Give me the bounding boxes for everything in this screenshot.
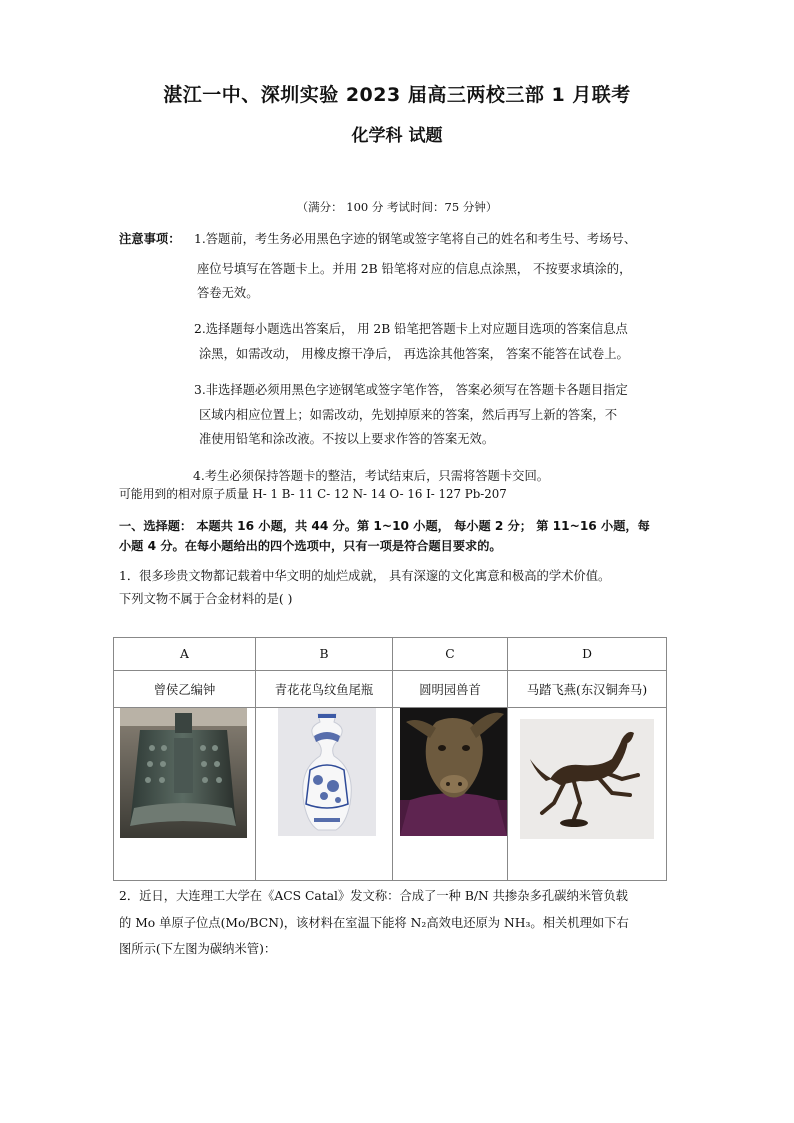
porcelain-vase-image	[278, 708, 376, 836]
option-a-image-cell	[114, 708, 256, 881]
notice-item2-line2: 涂黑，如需改动， 用橡皮擦干净后， 再选涂其他答案， 答案不能答在试卷上。	[199, 347, 629, 361]
q2-line3: 图所示(下左图为碳纳米管)：	[119, 942, 277, 956]
notice-item1-line1: 1.答题前，考生务必用黑色字迹的钢笔或签字笔将自己的姓名和考生号、考场号、	[194, 232, 637, 246]
bronze-bell-image	[120, 708, 247, 838]
notice-item3-line2: 区域内相应位置上；如需改动，先划掉原来的答案，然后再写上新的答案，不	[199, 408, 618, 422]
notice-item2-line1: 2.选择题每小题选出答案后， 用 2B 铅笔把答题卡上对应题目选项的答案信息点	[194, 322, 628, 336]
option-b-letter: B	[256, 638, 393, 671]
q2-line1: 2．近日，大连理工大学在《ACS Catal》发文称：合成了一种 B/N 共掺杂多孔碳纳米管负载	[119, 889, 628, 903]
q1-line2: 下列文物不属于合金材料的是( )	[119, 592, 293, 606]
q2-line2: 的 Mo 单原子位点(Mo/BCN)，该材料在室温下能将 N₂高效电还原为 NH₃。相关机理如下右	[119, 916, 629, 930]
option-d-letter: D	[508, 638, 667, 671]
section1-line1: 一、选择题： 本题共 16 小题，共 44 分。第 1~10 小题， 每小题 2 分； 第 11~16 小题，每	[119, 519, 650, 533]
option-b-name: 青花花鸟纹鱼尾瓶	[256, 671, 393, 708]
notice-item3-line1: 3.非选择题必须用黑色字迹钢笔或签字笔作答， 答案必须写在答题卡各题目指定	[194, 383, 628, 397]
section1-line2: 小题 4 分。在每小题给出的四个选项中，只有一项是符合题目要求的。	[119, 539, 502, 553]
bronze-galloping-horse-image	[520, 719, 654, 839]
bronze-ox-head-image	[400, 708, 507, 836]
option-c-image-cell	[393, 708, 508, 881]
option-d-image-cell	[508, 708, 667, 881]
q1-options-table	[113, 637, 667, 881]
q1-line1: 1．很多珍贵文物都记载着中华文明的灿烂成就， 具有深邃的文化寓意和极高的学术价值。	[119, 569, 611, 583]
notice-item3-line3: 准使用铅笔和涂改液。不按以上要求作答的答案无效。	[199, 432, 495, 446]
option-c-letter: C	[393, 638, 508, 671]
exam-meta: （满分： 100 分 考试时间：75 分钟）	[296, 200, 498, 214]
option-d-name: 马踏飞燕(东汉铜奔马)	[508, 671, 667, 708]
notice-item1-line2: 座位号填写在答题卡上。并用 2B 铅笔将对应的信息点涂黑， 不按要求填涂的，	[197, 262, 632, 276]
notice-item4: 4.考生必须保持答题卡的整洁，考试结束后，只需将答题卡交回。	[193, 469, 550, 483]
option-a-name: 曾侯乙编钟	[114, 671, 256, 708]
option-a-letter: A	[114, 638, 256, 671]
notice-label: 注意事项：	[119, 232, 181, 246]
atomic-mass-line: 可能用到的相对原子质量 H- 1 B- 11 C- 12 N- 14 O- 16 I- 127 Pb-207	[119, 487, 507, 501]
exam-subject: 化学科 试题	[351, 126, 443, 146]
option-b-image-cell	[256, 708, 393, 881]
notice-item1-line3: 答卷无效。	[197, 286, 259, 300]
option-c-name: 圆明园兽首	[393, 671, 508, 708]
exam-title: 湛江一中、深圳实验 2023 届高三两校三部 1 月联考	[163, 84, 631, 106]
